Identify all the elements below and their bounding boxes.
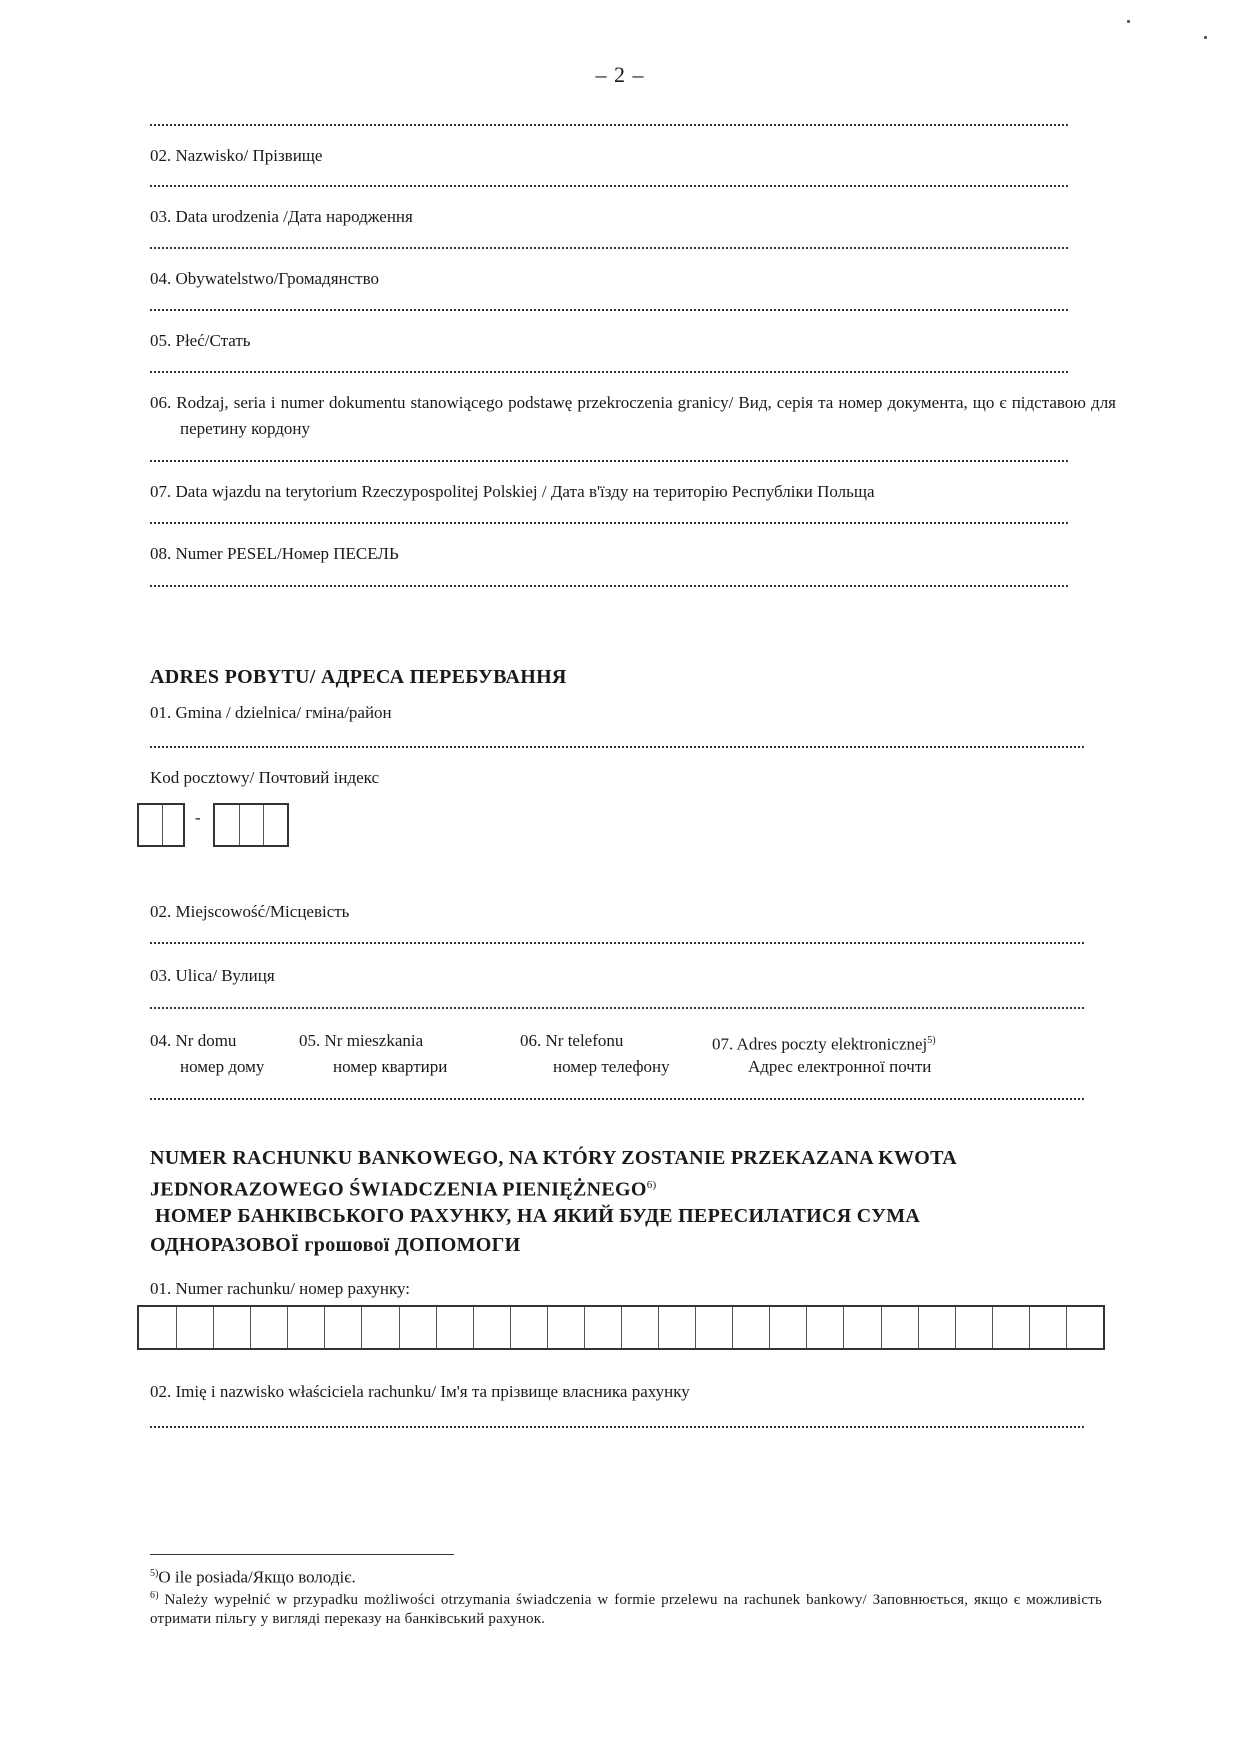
birthdate-label: 03. Data urodzenia /Дата народження bbox=[150, 207, 413, 226]
flat-number-label-ua: номер квартири bbox=[333, 1057, 448, 1076]
digit-divider bbox=[918, 1307, 919, 1348]
digit-divider bbox=[473, 1307, 474, 1348]
street-label: 03. Ulica/ Вулиця bbox=[150, 966, 275, 985]
digit-divider bbox=[769, 1307, 770, 1348]
digit-divider bbox=[658, 1307, 659, 1348]
email-label-ua: Адрес електронної почти bbox=[748, 1057, 932, 1076]
footnote-mark: 5) bbox=[150, 1568, 159, 1579]
digit-divider bbox=[584, 1307, 585, 1348]
footnote-mark: 6) bbox=[150, 1590, 159, 1601]
surname-answer-line[interactable] bbox=[150, 185, 1068, 187]
gmina-answer-line[interactable] bbox=[150, 746, 1084, 748]
email-label-text: 07. Adres poczty elektronicznej bbox=[712, 1034, 928, 1054]
scan-speck bbox=[1204, 36, 1207, 39]
account-number-label: 01. Numer rachunku/ номер рахунку: bbox=[150, 1279, 411, 1298]
account-owner-answer-line[interactable] bbox=[150, 1426, 1084, 1428]
digit-divider bbox=[621, 1307, 622, 1348]
digit-divider bbox=[992, 1307, 993, 1348]
postal-code-part2-field[interactable] bbox=[213, 803, 289, 847]
contact-answer-line[interactable] bbox=[150, 1098, 1084, 1100]
footnote-5-text: O ile posiada/Якщо володіє. bbox=[158, 1567, 356, 1587]
bank-heading-ua-2: ОДНОРАЗОВОЇ грошової ДОПОМОГИ bbox=[150, 1234, 521, 1256]
locality-answer-line[interactable] bbox=[150, 942, 1084, 944]
digit-divider bbox=[239, 805, 240, 845]
citizenship-answer-line[interactable] bbox=[150, 309, 1068, 311]
sex-answer-line[interactable] bbox=[150, 371, 1068, 373]
digit-divider bbox=[324, 1307, 325, 1348]
travel-document-label: 06. Rodzaj, seria i numer dokumentu stanowiącego podstawę przekroczenia granicy/ Вид, серія та номер документа, що є підставою для перетину кордону bbox=[150, 393, 1116, 438]
digit-divider bbox=[1029, 1307, 1030, 1348]
house-number-label: 04. Nr domu bbox=[150, 1031, 237, 1050]
flat-number-label: 05. Nr mieszkania bbox=[299, 1031, 424, 1050]
digit-divider bbox=[399, 1307, 400, 1348]
digit-divider bbox=[510, 1307, 511, 1348]
gmina-label: 01. Gmina / dzielnica/ гміна/район bbox=[150, 703, 392, 722]
house-number-label-ua: номер дому bbox=[180, 1057, 265, 1076]
digit-divider bbox=[162, 805, 163, 845]
footnote-ref: 5) bbox=[927, 1035, 936, 1046]
travel-document-answer-line[interactable] bbox=[150, 460, 1068, 462]
footnote-5 bbox=[150, 1563, 356, 1589]
footnote-separator bbox=[150, 1554, 454, 1555]
digit-divider bbox=[361, 1307, 362, 1348]
entry-date-answer-line[interactable] bbox=[150, 522, 1068, 524]
surname-label: 02. Nazwisko/ Прізвище bbox=[150, 146, 323, 165]
postal-code-separator: - bbox=[195, 808, 201, 827]
phone-label-ua: номер телефону bbox=[553, 1057, 670, 1076]
address-heading: ADRES POBYTU/ АДРЕСА ПЕРЕБУВАННЯ bbox=[150, 666, 567, 688]
digit-divider bbox=[881, 1307, 882, 1348]
phone-label: 06. Nr telefonu bbox=[520, 1031, 624, 1050]
digit-divider bbox=[1066, 1307, 1067, 1348]
digit-divider bbox=[732, 1307, 733, 1348]
bank-heading-ua-1: НОМЕР БАНКІВСЬКОГО РАХУНКУ, НА ЯКИЙ БУДЕ ПЕРЕСИЛАТИСЯ СУМА bbox=[155, 1205, 921, 1227]
footnote-6-text: Należy wypełnić w przypadku możliwości otrzymania świadczenia w formie przelewu na rachunek bankowy/ Заповнюється, якщо є можливість отримати пільгу у вигляді переказу на банківський рахунок. bbox=[150, 1592, 1103, 1627]
digit-divider bbox=[213, 1307, 214, 1348]
bank-heading-pl-2-text: JEDNORAZOWEGO ŚWIADCZENIA PIENIĘŻNEGO bbox=[150, 1178, 647, 1201]
digit-divider bbox=[806, 1307, 807, 1348]
entry-date-label: 07. Data wjazdu na terytorium Rzeczypospolitej Polskiej / Дата в'їзду на територію Республіки Польща bbox=[150, 482, 875, 501]
account-owner-label: 02. Imię i nazwisko właściciela rachunku/ Ім'я та прізвище власника рахунку bbox=[150, 1382, 690, 1401]
digit-divider bbox=[287, 1307, 288, 1348]
digit-divider bbox=[263, 805, 264, 845]
pesel-answer-line[interactable] bbox=[150, 585, 1068, 587]
bank-heading-pl-1: NUMER RACHUNKU BANKOWEGO, NA KTÓRY ZOSTANIE PRZEKAZANA KWOTA bbox=[150, 1147, 957, 1169]
digit-divider bbox=[843, 1307, 844, 1348]
footnote-ref: 6) bbox=[646, 1179, 657, 1191]
footnote-6 bbox=[150, 1586, 1102, 1629]
page-number: – 2 – bbox=[595, 62, 645, 87]
pesel-label: 08. Numer PESEL/Номер ПЕСЕЛЬ bbox=[150, 544, 399, 563]
scan-speck bbox=[1127, 20, 1130, 23]
bank-heading-pl-2 bbox=[150, 1172, 657, 1204]
street-answer-line[interactable] bbox=[150, 1007, 1084, 1009]
answer-line[interactable] bbox=[150, 124, 1068, 126]
postal-code-part1-field[interactable] bbox=[137, 803, 185, 847]
account-number-field[interactable] bbox=[137, 1305, 1105, 1350]
postal-code-label: Kod pocztowy/ Почтовий індекс bbox=[150, 768, 380, 787]
digit-divider bbox=[250, 1307, 251, 1348]
birthdate-answer-line[interactable] bbox=[150, 247, 1068, 249]
digit-divider bbox=[547, 1307, 548, 1348]
digit-divider bbox=[955, 1307, 956, 1348]
digit-divider bbox=[695, 1307, 696, 1348]
digit-divider bbox=[436, 1307, 437, 1348]
sex-label: 05. Płeć/Стать bbox=[150, 331, 251, 350]
locality-label: 02. Miejscowość/Місцевість bbox=[150, 902, 350, 921]
citizenship-label: 04. Obywatelstwo/Громадянство bbox=[150, 269, 380, 288]
digit-divider bbox=[176, 1307, 177, 1348]
